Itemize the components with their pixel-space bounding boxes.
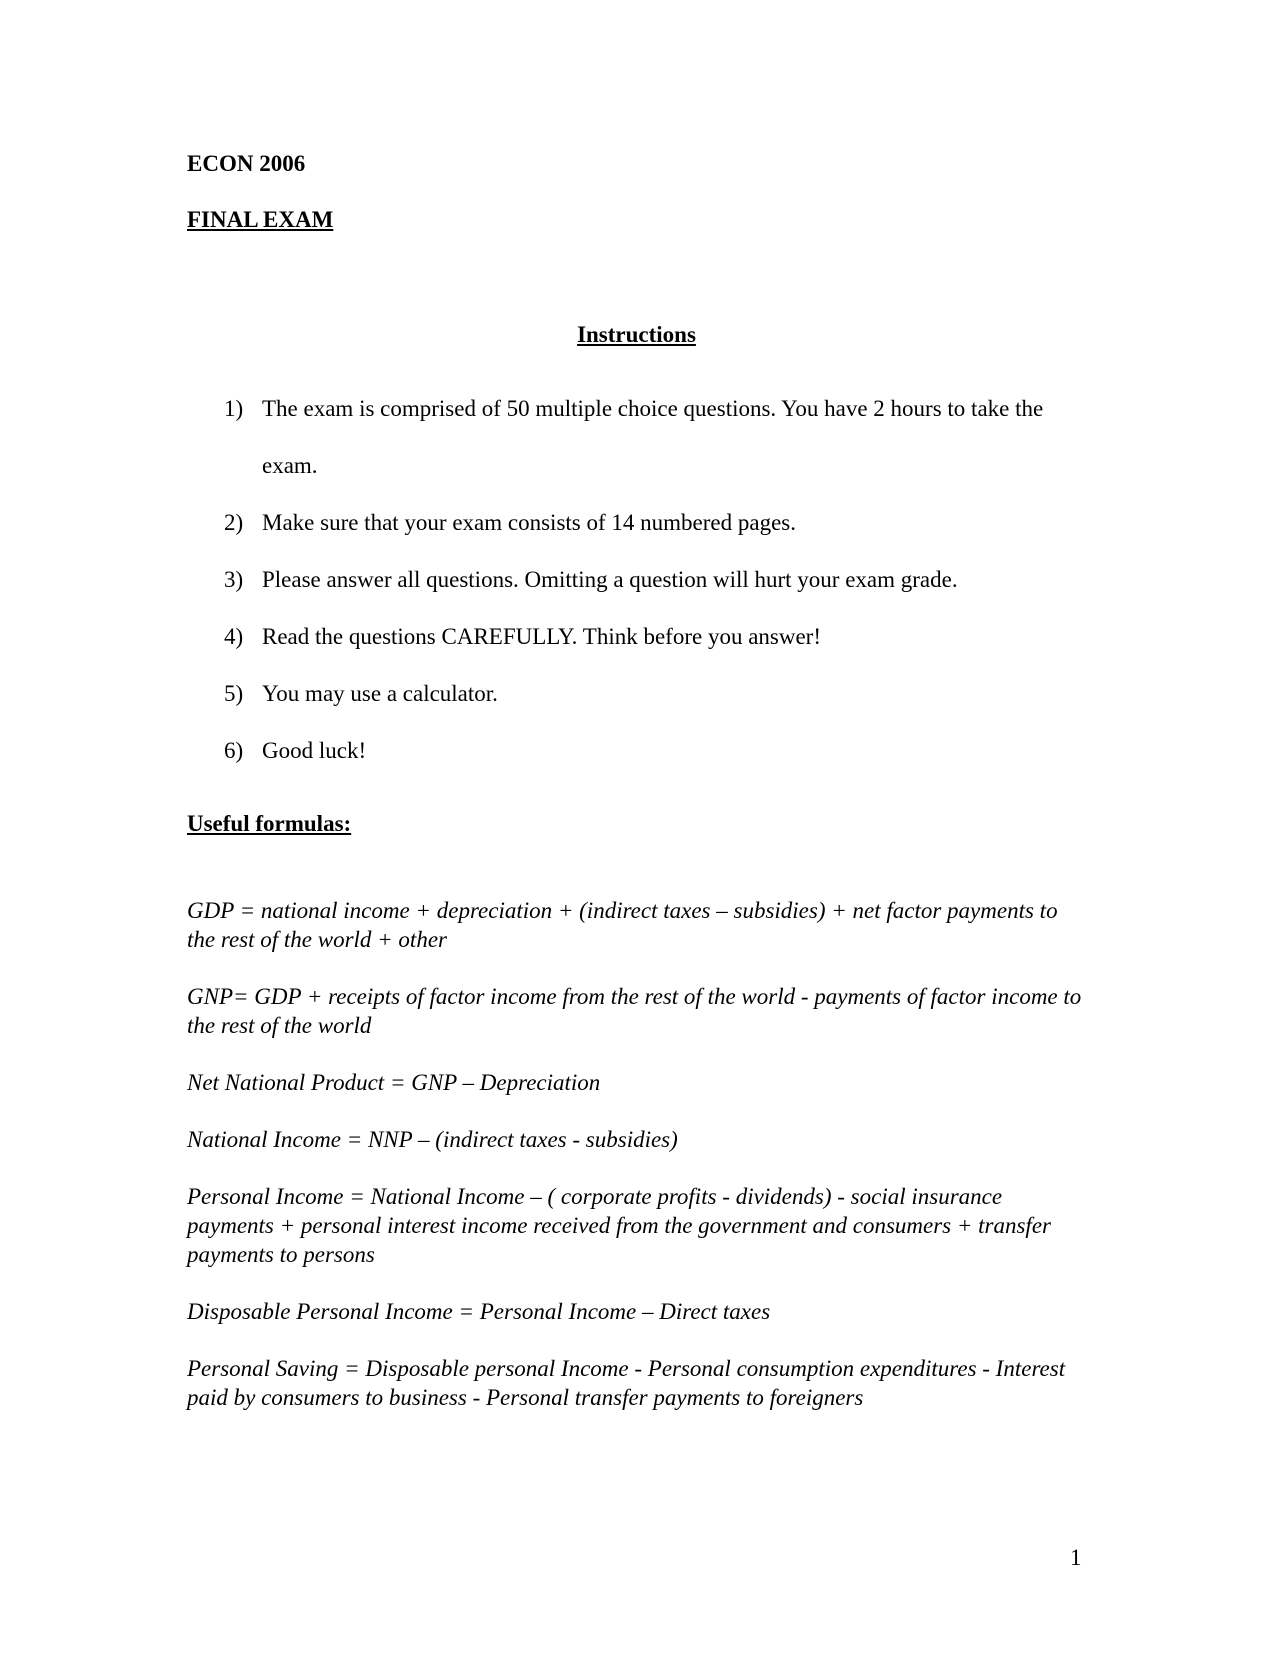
formula-personal-income: Personal Income = National Income – ( corporate profits - dividends) - social insurance payments + personal interest income received from the government and consumers + transfer payments to persons [187, 1184, 1051, 1267]
formula-national-income: National Income = NNP – (indirect taxes - subsidies) [187, 1127, 678, 1152]
instruction-item [224, 608, 1104, 665]
instructions-heading: Instructions [577, 322, 696, 347]
instruction-list [224, 380, 1104, 779]
page-number: 1 [1070, 1545, 1082, 1570]
instruction-item [224, 551, 1104, 608]
exam-title: FINAL EXAM [187, 207, 334, 232]
instruction-number: 2) [224, 510, 244, 535]
formulas-heading: Useful formulas: [187, 811, 352, 836]
formula-list [187, 896, 1087, 1440]
instruction-number: 3) [224, 567, 244, 592]
instruction-number: 6) [224, 738, 244, 763]
instruction-item [224, 665, 1104, 722]
instruction-text: Please answer all questions. Omitting a question will hurt your exam grade. [262, 567, 958, 592]
instruction-text: The exam is comprised of 50 multiple choice questions. You have 2 hours to take the exam. [262, 396, 1044, 478]
instruction-text: Read the questions CAREFULLY. Think before you answer! [262, 624, 821, 649]
formula-personal-saving: Personal Saving = Disposable personal Income - Personal consumption expenditures - Interest paid by consumers to business - Personal transfer payments to foreigners [187, 1356, 1066, 1410]
instruction-text: Make sure that your exam consists of 14 numbered pages. [262, 510, 796, 535]
instruction-item [224, 380, 1104, 494]
formula-disposable-income: Disposable Personal Income = Personal Income – Direct taxes [187, 1299, 771, 1324]
instruction-number: 1) [224, 396, 244, 421]
course-code: ECON 2006 [187, 151, 306, 176]
instruction-item [224, 722, 1104, 779]
instruction-item [224, 494, 1104, 551]
formula-gnp: GNP= GDP + receipts of factor income from the rest of the world - payments of factor income to the rest of the world [187, 984, 1082, 1038]
instruction-number: 4) [224, 624, 244, 649]
formula-nnp: Net National Product = GNP – Depreciation [187, 1070, 601, 1095]
instruction-number: 5) [224, 681, 244, 706]
instruction-text: Good luck! [262, 738, 367, 763]
formula-gdp: GDP = national income + depreciation + (indirect taxes – subsidies) + net factor payments to the rest of the world + other [187, 898, 1058, 952]
instruction-text: You may use a calculator. [262, 681, 498, 706]
